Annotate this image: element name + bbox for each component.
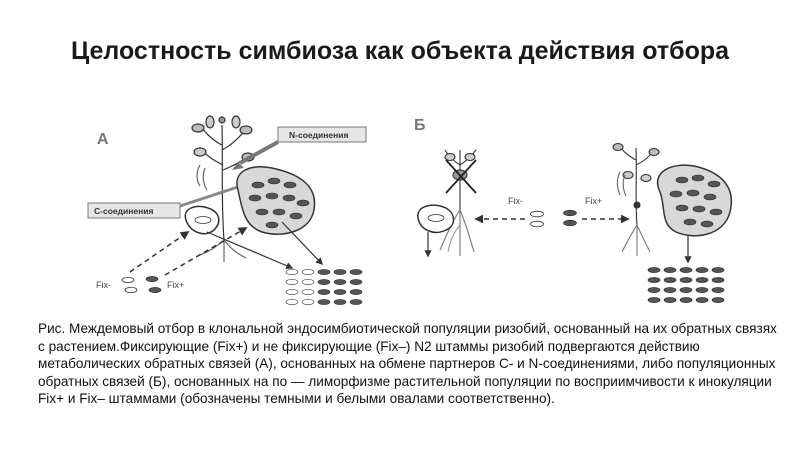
nodule-fix-plus-b [658,165,732,262]
figure-caption: Рис. Междемовый отбор в клональной эндосимбиотической популяции ризобий, основанный на их обратных связях с растением.Фиксирующие (Fix+) и не фиксирующие (Fix–) N2 штаммы ризобий подвергаются действию метаболических обратных связей (А), основанных на обмене партнеров С- и N-соединениями, либо популяционных обратных связей (Б), основанных на по — лиморфизме растительной популяции по восприимчивости к инокуляции Fix+ и Fix– штаммами (обозначены темными и белыми овалами соответственно). [38,321,777,407]
fix-plus-label-a: Fix+ [167,280,185,290]
fix-plus-ovals-b [564,210,577,226]
plant-b-right [613,144,659,257]
n-compounds-label: N-соединения [289,130,349,140]
fix-minus-label-b: Fix- [508,196,523,206]
population-grid-b [648,267,724,302]
c-compounds-label: С-соединения [94,206,154,216]
fix-minus-ovals-b [531,211,544,227]
nodule-fix-minus-a [185,207,218,234]
nodule-fix-plus-a [237,167,315,234]
n-compounds-box [232,127,366,170]
fix-minus-label-a: Fix- [96,280,111,290]
fix-plus-ovals-a [146,276,161,292]
fix-minus-ovals-a [122,277,137,292]
fix-plus-label-b: Fix+ [585,196,603,206]
slide-title: Целостность симбиоза как объекта действия отбора [70,37,730,65]
plant-b-crossed [440,150,476,256]
c-compounds-box [88,185,244,218]
panel-b-label: Б [414,117,426,134]
panel-a-label: А [97,131,109,148]
population-grid-a [286,269,362,304]
dashed-arrows-a [130,228,246,275]
